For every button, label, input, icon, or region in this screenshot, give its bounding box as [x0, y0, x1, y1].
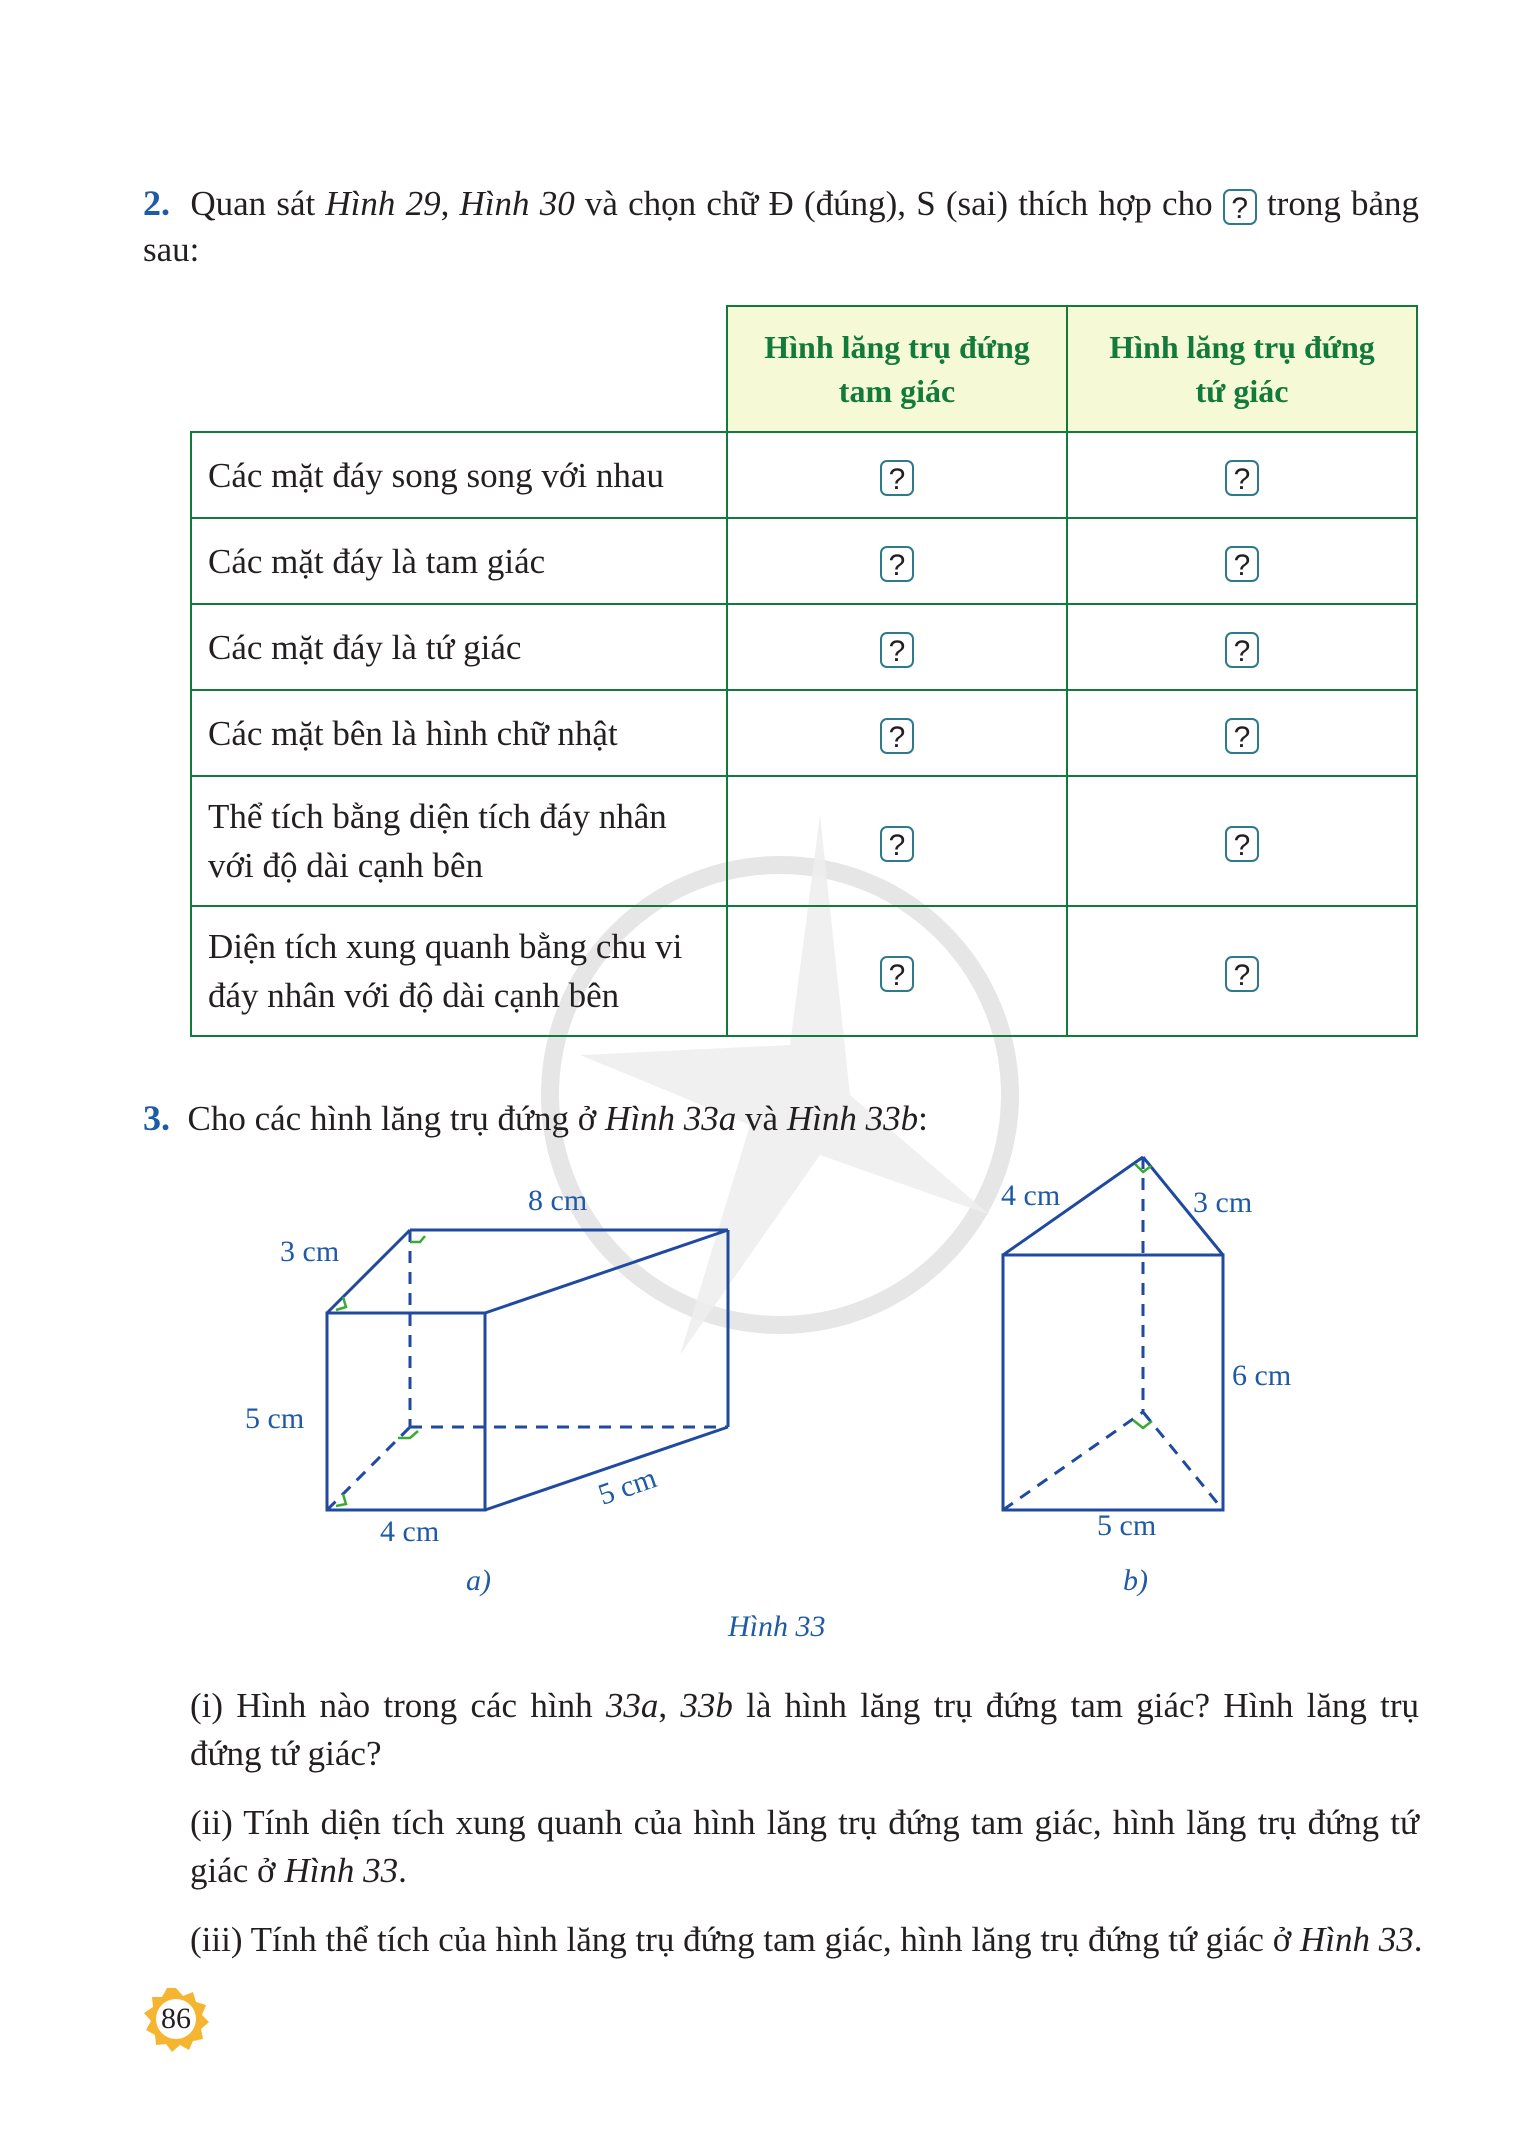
- answer-cell[interactable]: ?: [1067, 604, 1417, 690]
- label-a-height: 5 cm: [245, 1402, 305, 1435]
- label-a-width: 4 cm: [380, 1515, 440, 1548]
- answer-cell[interactable]: ?: [727, 432, 1067, 518]
- subquestion-ii: (ii) Tính diện tích xung quanh của hình lăng trụ đứng tam giác, hình lăng trụ đứng tứ giác ở Hình 33.: [190, 1803, 1419, 1890]
- prism-a: [327, 1230, 728, 1510]
- page-number: 86: [161, 2002, 191, 2035]
- answer-cell[interactable]: ?: [1067, 518, 1417, 604]
- label-a-depth: 3 cm: [280, 1235, 340, 1268]
- question-2: 2. Quan sát Hình 29, Hình 30 và chọn chữ Đ (đúng), S (sai) thích hợp cho ? trong bảng sau:: [143, 183, 1420, 269]
- label-b-left: 4 cm: [1001, 1179, 1061, 1212]
- figure-caption: Hình 33: [728, 1610, 826, 1643]
- row-label: Các mặt đáy là tam giác: [191, 518, 727, 604]
- answer-cell[interactable]: ?: [1067, 776, 1417, 906]
- row-label: Các mặt đáy song song với nhau: [191, 432, 727, 518]
- answer-cell[interactable]: ?: [727, 604, 1067, 690]
- question-number: 2.: [143, 183, 170, 223]
- right-angle-marks-a: [336, 1236, 425, 1506]
- question-3: 3. Cho các hình lăng trụ đứng ở Hình 33a và Hình 33b:: [143, 1098, 928, 1138]
- label-a-slant: 5 cm: [594, 1461, 661, 1512]
- label-b-right: 3 cm: [1193, 1186, 1253, 1219]
- row-label: Các mặt bên là hình chữ nhật: [191, 690, 727, 776]
- row-label: Thể tích bằng diện tích đáy nhân với độ dài cạnh bên: [191, 776, 727, 906]
- answer-cell[interactable]: ?: [727, 518, 1067, 604]
- answer-cell[interactable]: ?: [1067, 690, 1417, 776]
- column-header-quadrilateral-prism: Hình lăng trụ đứng tứ giác: [1067, 306, 1417, 432]
- label-figure-b: b): [1123, 1564, 1148, 1597]
- subquestion-iii: (iii) Tính thể tích của hình lăng trụ đứng tam giác, hình lăng trụ đứng tứ giác ở Hình 33.: [190, 1920, 1423, 1959]
- answer-cell[interactable]: ?: [1067, 432, 1417, 518]
- row-label: Diện tích xung quanh bằng chu vi đáy nhân với độ dài cạnh bên: [191, 906, 727, 1036]
- label-b-base: 5 cm: [1097, 1509, 1157, 1542]
- label-figure-a: a): [466, 1564, 491, 1597]
- label-a-top: 8 cm: [528, 1184, 588, 1217]
- row-label: Các mặt đáy là tứ giác: [191, 604, 727, 690]
- answer-cell[interactable]: ?: [1067, 906, 1417, 1036]
- answer-placeholder-box: ?: [1223, 189, 1257, 225]
- answer-cell[interactable]: ?: [727, 776, 1067, 906]
- answer-cell[interactable]: ?: [727, 690, 1067, 776]
- answer-cell[interactable]: ?: [727, 906, 1067, 1036]
- subquestion-i: (i) Hình nào trong các hình 33a, 33b là hình lăng trụ đứng tam giác? Hình lăng trụ đứng tứ giác?: [190, 1686, 1420, 1773]
- label-b-height: 6 cm: [1232, 1359, 1292, 1392]
- column-header-triangular-prism: Hình lăng trụ đứng tam giác: [727, 306, 1067, 432]
